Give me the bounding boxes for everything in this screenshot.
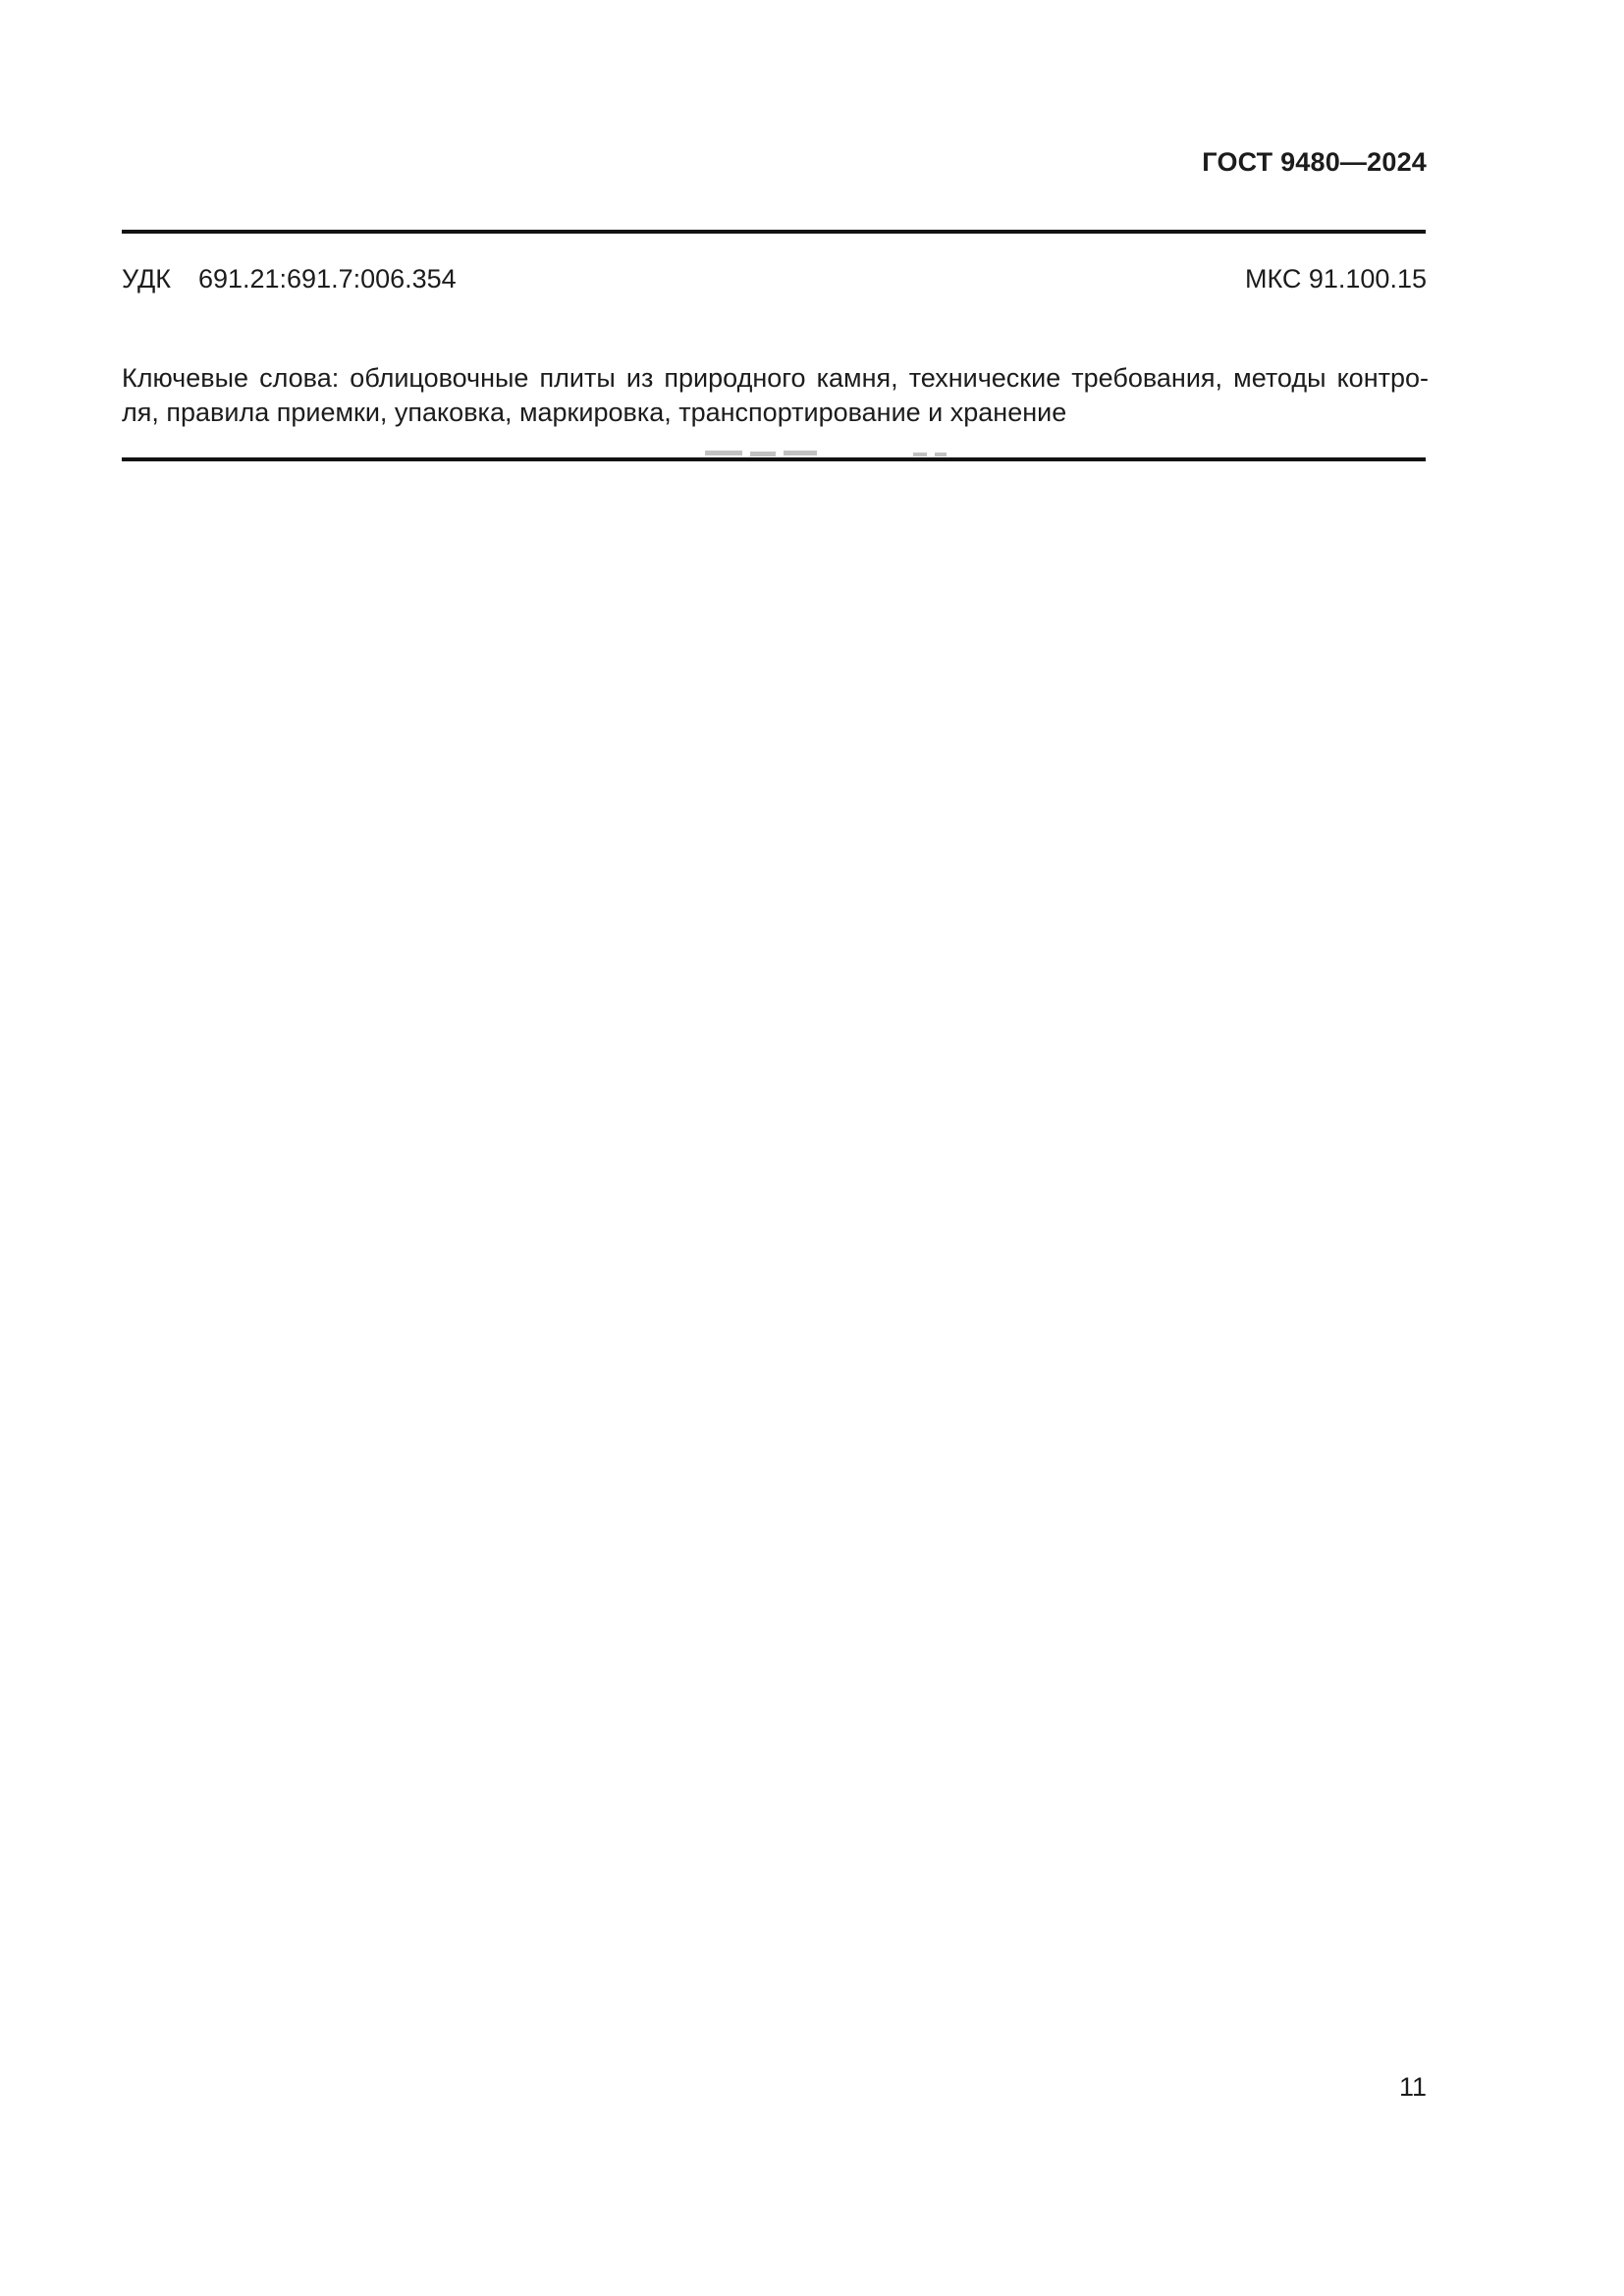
footer-rule — [122, 457, 1426, 461]
keywords-line-1: Ключевые слова: облицовочные плиты из природного камня, технические требования, методы контро- — [122, 363, 1429, 393]
udk-label: УДК — [122, 264, 171, 294]
scan-artifact-dash — [913, 453, 927, 456]
classification-row — [122, 262, 1427, 296]
standard-designation: ГОСТ 9480—2024 — [1202, 147, 1427, 177]
udk-value: 691.21:691.7:006.354 — [197, 264, 457, 294]
udk-entry — [122, 262, 457, 296]
scan-artifact-dash — [935, 453, 947, 456]
scan-artifact-dash — [784, 451, 817, 455]
keywords-line-2: ля, правила приемки, упаковка, маркировка, транспортирование и хранение — [122, 398, 1067, 427]
keywords-paragraph — [122, 361, 1429, 430]
mks-value: МКС 91.100.15 — [1244, 264, 1427, 294]
page-number: 11 — [1398, 2072, 1427, 2102]
scan-artifact-dash — [750, 452, 776, 456]
header-rule — [122, 230, 1426, 234]
scan-artifact-dash — [705, 451, 742, 455]
